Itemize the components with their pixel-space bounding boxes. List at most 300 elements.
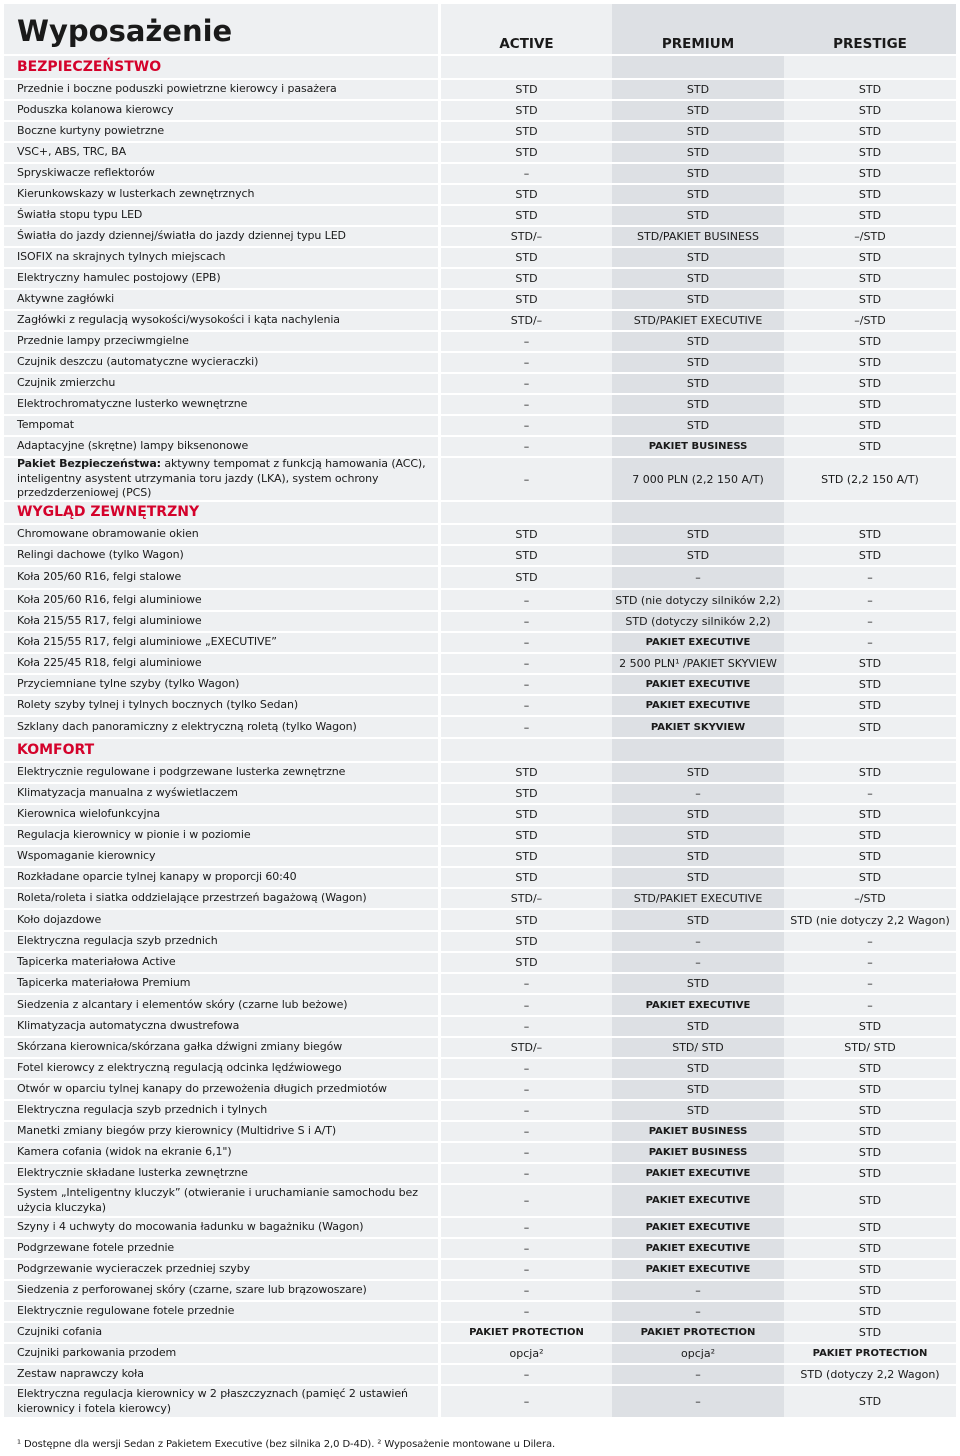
feature-label: [4, 1365, 438, 1384]
cell-prestige: [784, 784, 956, 803]
feature-label-text: Światła stopu typu LED: [17, 208, 143, 222]
feature-label-text: Szyny i 4 uchwyty do mocowania ładunku w bagażniku (Wagon): [17, 1220, 364, 1234]
cell-value: STD: [858, 528, 882, 541]
cell-value: STD: [858, 678, 882, 691]
cell-value: PAKIET EXECUTIVE: [645, 1264, 751, 1275]
cell-premium: [612, 143, 784, 162]
feature-label: [4, 122, 438, 141]
feature-label-text: VSC+, ABS, TRC, BA: [17, 145, 127, 159]
cell-premium: [612, 525, 784, 544]
cell-premium: [612, 567, 784, 588]
cell-value: STD: [858, 1194, 882, 1207]
cell-active: [441, 717, 612, 737]
feature-label-text: System „Inteligentny kluczyk” (otwieranie i uruchamianie samochodu bez użycia kluczyka): [17, 1186, 418, 1214]
cell-value: STD/–: [510, 1041, 543, 1054]
cell-value: STD/PAKIET EXECUTIVE: [633, 892, 763, 905]
cell-prestige: [784, 185, 956, 204]
cell-value: STD: [686, 829, 710, 842]
cell-value: STD: [515, 209, 538, 222]
feature-label: [4, 889, 438, 908]
feature-label: [4, 1059, 438, 1078]
cell-value: STD: [858, 1062, 882, 1075]
table-row: [4, 717, 956, 739]
cell-premium: [612, 374, 784, 393]
table-row: [4, 654, 956, 675]
feature-label-text: Koła 205/60 R16, felgi aluminiowe: [17, 592, 202, 606]
feature-label-text: Elektrycznie składane lusterka zewnętrzne: [17, 1166, 248, 1180]
cell-value: opcja²: [681, 1347, 715, 1360]
cell-premium: [612, 206, 784, 225]
cell-prestige: [784, 1281, 956, 1300]
cell-active: [441, 696, 612, 715]
cell-value: STD: [686, 871, 710, 884]
table-row: [4, 525, 956, 546]
cell-premium: [612, 696, 784, 715]
cell-value: STD: [686, 188, 710, 201]
cell-value: STD: [515, 188, 538, 201]
cell-value: STD: [858, 1242, 882, 1255]
feature-label-text: Tapicerka materiałowa Active: [17, 955, 176, 969]
cell-premium: [612, 654, 784, 673]
cell-prestige: [784, 227, 956, 246]
cell-value: STD: [686, 1062, 710, 1075]
cell-value: –: [523, 1368, 530, 1381]
cell-value: –: [523, 998, 530, 1012]
feature-label-text: Elektryczna regulacja kierownicy w 2 płaszczyznach (pamięć 2 ustawień kierownicy i fotela kierowcy): [17, 1387, 408, 1415]
cell-active: [441, 1059, 612, 1078]
cell-active: [441, 567, 612, 588]
cell-active: [441, 826, 612, 845]
cell-value: –: [523, 1083, 530, 1096]
cell-value: PAKIET EXECUTIVE: [645, 1243, 751, 1254]
table-row: [4, 1164, 956, 1185]
feature-label: [4, 974, 438, 993]
cell-prestige: [784, 353, 956, 372]
cell-premium: [612, 290, 784, 309]
cell-value: STD: [515, 913, 538, 927]
cell-value: STD: [686, 272, 710, 285]
feature-label-text: Podgrzewane fotele przednie: [17, 1241, 175, 1255]
cell-value: –: [523, 1395, 530, 1408]
table-row: [4, 332, 956, 353]
feature-label-text: Regulacja kierownicy w pionie i w poziomie: [17, 828, 251, 842]
cell-premium: [612, 80, 784, 99]
cell-value: STD: [858, 808, 882, 821]
table-row: [4, 101, 956, 122]
cell-active: [441, 143, 612, 162]
feature-label: [4, 437, 438, 456]
cell-prestige: [784, 739, 956, 761]
cell-active: [441, 974, 612, 993]
feature-label: [4, 143, 438, 162]
feature-label-text: Elektryczna regulacja szyb przednich: [17, 934, 218, 948]
table-row: [4, 1386, 956, 1419]
cell-value: –: [695, 787, 701, 800]
feature-label-text: Koła 225/45 R18, felgi aluminiowe: [17, 656, 202, 670]
cell-active: [441, 590, 612, 610]
cell-value: STD: [686, 977, 710, 990]
cell-value: –: [695, 1368, 701, 1381]
cell-prestige: [784, 206, 956, 225]
cell-premium: [612, 1302, 784, 1321]
cell-premium: [612, 1185, 784, 1216]
section-heading: [4, 502, 438, 523]
cell-value: STD: [858, 1395, 882, 1408]
feature-label: [4, 1185, 438, 1216]
cell-premium: [612, 953, 784, 972]
cell-prestige: [784, 633, 956, 652]
table-row: [4, 1281, 956, 1302]
cell-value: –: [523, 1305, 530, 1318]
cell-premium: [612, 122, 784, 141]
cell-value: STD/PAKIET BUSINESS: [637, 230, 759, 243]
cell-premium: [612, 633, 784, 652]
table-row: [4, 80, 956, 101]
cell-value: –: [523, 1125, 530, 1138]
feature-label-text: Siedzenia z alcantary i elementów skóry (czarne lub beżowe): [17, 997, 348, 1011]
cell-value: –/STD: [854, 230, 886, 243]
cell-value: –: [695, 1305, 701, 1318]
feature-label: [4, 1038, 438, 1057]
table-row: [4, 458, 956, 502]
cell-value: PAKIET EXECUTIVE: [645, 679, 751, 690]
feature-label-text: aktywny tempomat z funkcją hamowania (ACC), inteligentny asystent utrzymania toru jazdy (LKA), system ochrony przedzderzeniowej (PCS): [17, 457, 426, 500]
table-row: [4, 868, 956, 889]
table-row: [4, 953, 956, 974]
cell-active: [441, 889, 612, 908]
feature-label-text: WYGLĄD ZEWNĘTRZNY: [17, 504, 200, 521]
cell-value: –: [867, 571, 873, 584]
cell-value: STD/–: [510, 314, 543, 327]
table-row: [4, 675, 956, 696]
feature-label-text: Szklany dach panoramiczny z elektryczną roletą (tylko Wagon): [17, 719, 357, 733]
cell-premium: [612, 437, 784, 456]
cell-value: STD: [515, 787, 538, 800]
cell-prestige: [784, 1038, 956, 1057]
feature-label: [4, 164, 438, 183]
cell-premium: [612, 269, 784, 288]
cell-value: –: [523, 167, 530, 180]
feature-label-text: Kierunkowskazy w lusterkach zewnętrznych: [17, 187, 255, 201]
cell-prestige: [784, 269, 956, 288]
cell-value: STD: [858, 440, 882, 453]
cell-value: STD: [858, 104, 882, 117]
cell-active: [441, 1122, 612, 1141]
cell-active: [441, 458, 612, 500]
cell-prestige: [784, 374, 956, 393]
cell-active: [441, 1185, 612, 1216]
cell-prestige: [784, 1302, 956, 1321]
cell-value: –: [867, 593, 873, 607]
cell-prestige: [784, 164, 956, 183]
cell-active: [441, 1017, 612, 1036]
cell-value: –: [695, 571, 701, 584]
cell-premium: [612, 612, 784, 631]
cell-active: [441, 80, 612, 99]
cell-value: STD: [858, 1263, 882, 1276]
cell-active: [441, 739, 612, 761]
feature-label-text: BEZPIECZEŃSTWO: [17, 58, 162, 75]
feature-label: [4, 546, 438, 565]
table-row: [4, 1365, 956, 1386]
cell-prestige: [784, 567, 956, 588]
table-row: [4, 1143, 956, 1164]
feature-label: [4, 953, 438, 972]
cell-prestige: [784, 1164, 956, 1183]
cell-active: [441, 248, 612, 267]
cell-premium: [612, 1143, 784, 1162]
cell-active: [441, 185, 612, 204]
cell-active: [441, 910, 612, 930]
cell-value: PAKIET SKYVIEW: [650, 721, 746, 733]
cell-prestige: [784, 932, 956, 951]
cell-premium: [612, 546, 784, 565]
footnote: ¹ Dostępne dla wersji Sedan z Pakietem Executive (bez silnika 2,0 D-4D). ² Wyposażenie montowane u Dilera.: [17, 1439, 556, 1450]
feature-label: [4, 311, 438, 330]
cell-value: STD (2,2 150 A/T): [821, 472, 919, 486]
cell-premium: [612, 868, 784, 887]
cell-prestige: [784, 395, 956, 414]
cell-value: STD: [858, 1083, 882, 1096]
cell-value: STD (dotyczy 2,2 Wagon): [800, 1368, 940, 1381]
cell-prestige: [784, 143, 956, 162]
feature-label: [4, 80, 438, 99]
cell-value: –: [523, 1104, 530, 1117]
cell-prestige: [784, 1218, 956, 1237]
cell-value: STD: [858, 125, 882, 138]
feature-label: [4, 1281, 438, 1300]
table-row: [4, 437, 956, 458]
cell-value: STD: [858, 251, 882, 264]
cell-value: STD: [515, 83, 538, 96]
cell-value: STD: [686, 251, 710, 264]
feature-label-text: Siedzenia z perforowanej skóry (czarne, szare lub brązowoszare): [17, 1283, 367, 1297]
table-row: [4, 416, 956, 437]
cell-value: STD: [858, 335, 882, 348]
cell-active: [441, 395, 612, 414]
cell-active: [441, 995, 612, 1015]
cell-prestige: [784, 1017, 956, 1036]
cell-premium: [612, 1260, 784, 1279]
feature-label: [4, 675, 438, 694]
feature-label: [4, 227, 438, 246]
cell-value: STD: [858, 293, 882, 306]
cell-value: STD: [858, 766, 882, 779]
cell-value: –: [867, 998, 873, 1012]
feature-label: [4, 290, 438, 309]
table-row: [4, 353, 956, 374]
cell-prestige: [784, 696, 956, 715]
cell-prestige: [784, 101, 956, 120]
cell-value: STD: [515, 871, 538, 884]
cell-premium: [612, 889, 784, 908]
cell-value: STD: [686, 356, 710, 369]
feature-label: [4, 1017, 438, 1036]
cell-value: STD: [686, 913, 710, 927]
cell-value: –: [523, 472, 530, 486]
cell-premium: [612, 974, 784, 993]
feature-label: [4, 567, 438, 588]
feature-label-text: Czujniki parkowania przodem: [17, 1346, 177, 1360]
cell-active: [441, 675, 612, 694]
cell-prestige: [784, 1122, 956, 1141]
cell-value: STD: [686, 850, 710, 863]
table-row: [4, 1101, 956, 1122]
feature-label: [4, 332, 438, 351]
cell-active: [441, 1260, 612, 1279]
cell-active: [441, 56, 612, 78]
table-row: [4, 910, 956, 932]
cell-value: –: [523, 377, 530, 390]
cell-value: PAKIET PROTECTION: [469, 1327, 584, 1338]
table-row: [4, 1260, 956, 1281]
cell-value: –: [523, 398, 530, 411]
cell-value: STD: [515, 125, 538, 138]
cell-premium: [612, 164, 784, 183]
table-row: [4, 1038, 956, 1059]
cell-value: STD: [858, 1020, 882, 1033]
feature-label: [4, 717, 438, 737]
cell-active: [441, 374, 612, 393]
table-row: [4, 784, 956, 805]
cell-value: –: [867, 787, 873, 800]
cell-premium: [612, 1365, 784, 1384]
cell-active: [441, 502, 612, 523]
cell-prestige: [784, 910, 956, 930]
feature-label-text: Adaptacyjne (skrętne) lampy biksenonowe: [17, 439, 249, 453]
cell-premium: [612, 739, 784, 761]
cell-value: STD: [858, 549, 882, 562]
table-row: [4, 122, 956, 143]
cell-value: STD: [858, 1104, 882, 1117]
cell-value: STD: [858, 829, 882, 842]
feature-label-text: Koła 215/55 R17, felgi aluminiowe „EXECUTIVE”: [17, 635, 277, 649]
cell-premium: [612, 1164, 784, 1183]
cell-value: STD: [858, 209, 882, 222]
cell-active: [441, 1365, 612, 1384]
cell-prestige: [784, 437, 956, 456]
cell-value: –: [523, 593, 530, 607]
cell-value: STD/PAKIET EXECUTIVE: [633, 314, 763, 327]
cell-prestige: [784, 654, 956, 673]
cell-premium: [612, 1344, 784, 1363]
cell-premium: [612, 332, 784, 351]
feature-label-text: Przednie lampy przeciwmgielne: [17, 334, 189, 348]
feature-label: [4, 1080, 438, 1099]
feature-label: [4, 458, 438, 500]
table-row: [4, 1218, 956, 1239]
table-row: [4, 1080, 956, 1101]
cell-value: STD: [686, 549, 710, 562]
feature-label: [4, 1386, 438, 1417]
cell-value: STD: [515, 850, 538, 863]
cell-value: PAKIET EXECUTIVE: [645, 1222, 751, 1233]
table-row: [4, 612, 956, 633]
cell-value: STD: [686, 419, 710, 432]
cell-active: [441, 101, 612, 120]
cell-value: PAKIET EXECUTIVE: [645, 999, 751, 1011]
feature-label-text: Spryskiwacze reflektorów: [17, 166, 155, 180]
table-row: [4, 164, 956, 185]
feature-label-text: Fotel kierowcy z elektryczną regulacją odcinka lędźwiowego: [17, 1061, 342, 1075]
feature-label-text: Podgrzewanie wycieraczek przedniej szyby: [17, 1262, 251, 1276]
cell-value: –: [523, 1194, 530, 1207]
feature-label: [4, 590, 438, 610]
cell-premium: [612, 847, 784, 866]
feature-label: [4, 185, 438, 204]
cell-value: –: [695, 1395, 701, 1408]
feature-label-text: Przednie i boczne poduszki powietrzne kierowcy i pasażera: [17, 82, 337, 96]
cell-value: PAKIET EXECUTIVE: [645, 1195, 751, 1206]
section-row: [4, 739, 956, 763]
cell-value: –: [695, 935, 701, 948]
cell-value: STD: [858, 188, 882, 201]
cell-active: [441, 784, 612, 803]
cell-prestige: [784, 717, 956, 737]
cell-value: –: [523, 615, 530, 628]
feature-label-text: Kamera cofania (widok na ekranie 6,1"): [17, 1145, 232, 1159]
feature-label: [4, 206, 438, 225]
cell-prestige: [784, 1143, 956, 1162]
table-row: [4, 1323, 956, 1344]
cell-prestige: [784, 868, 956, 887]
feature-label: [4, 784, 438, 803]
feature-label-text: Zestaw naprawczy koła: [17, 1367, 144, 1381]
cell-value: PAKIET BUSINESS: [648, 441, 748, 452]
cell-value: –: [523, 1263, 530, 1276]
feature-label-text: Elektrochromatyczne lusterko wewnętrzne: [17, 397, 248, 411]
cell-active: [441, 1323, 612, 1342]
cell-value: –: [523, 636, 530, 649]
cell-value: STD: [515, 528, 538, 541]
table-row: [4, 805, 956, 826]
cell-active: [441, 332, 612, 351]
cell-value: STD: [858, 1221, 882, 1234]
cell-active: [441, 633, 612, 652]
cell-premium: [612, 784, 784, 803]
cell-premium: [612, 1218, 784, 1237]
cell-value: –/STD: [854, 892, 886, 905]
cell-premium: [612, 1101, 784, 1120]
cell-prestige: [784, 546, 956, 565]
cell-value: STD: [686, 83, 710, 96]
cell-value: STD: [515, 104, 538, 117]
feature-label: [4, 1143, 438, 1162]
cell-value: STD/ STD: [672, 1041, 724, 1054]
cell-premium: [612, 353, 784, 372]
cell-active: [441, 654, 612, 673]
cell-value: STD: [515, 571, 538, 584]
cell-premium: [612, 1281, 784, 1300]
cell-value: STD (nie dotyczy silników 2,2): [615, 593, 781, 607]
cell-value: STD: [515, 272, 538, 285]
feature-label-text: Koła 215/55 R17, felgi aluminiowe: [17, 614, 202, 628]
table-row: [4, 567, 956, 590]
feature-label-text: Koła 205/60 R16, felgi stalowe: [17, 570, 182, 584]
cell-value: 7 000 PLN (2,2 150 A/T): [632, 472, 764, 486]
cell-value: PAKIET BUSINESS: [648, 1126, 748, 1137]
table-row: [4, 826, 956, 847]
table-row: [4, 763, 956, 784]
cell-value: STD/–: [510, 230, 543, 243]
table-row: [4, 932, 956, 953]
feature-label-text: ISOFIX na skrajnych tylnych miejscach: [17, 250, 226, 264]
cell-prestige: [784, 612, 956, 631]
cell-active: [441, 437, 612, 456]
column-header-premium: PREMIUM: [612, 4, 784, 56]
feature-label-text: Czujnik deszczu (automatyczne wycieraczki): [17, 355, 259, 369]
cell-active: [441, 953, 612, 972]
